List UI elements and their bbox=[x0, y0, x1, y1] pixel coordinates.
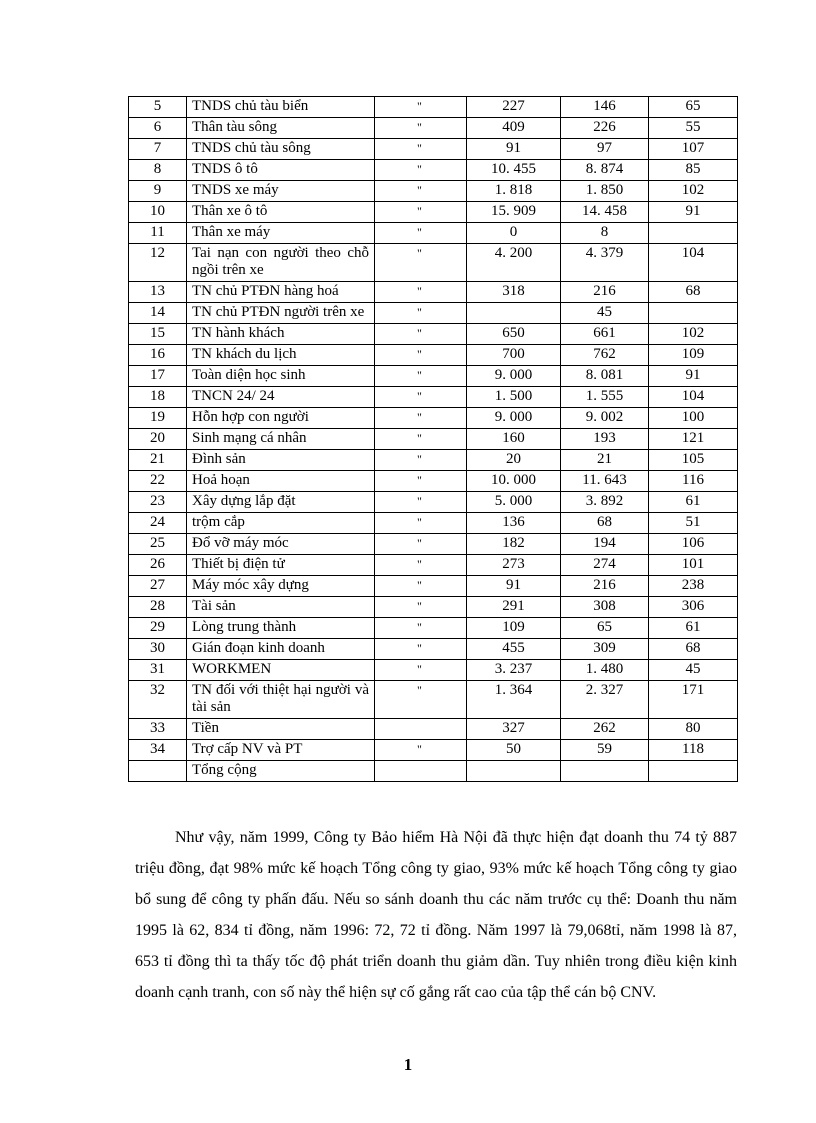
insurance-revenue-table bbox=[128, 96, 738, 782]
value-1-cell: 5. 000 bbox=[467, 492, 561, 513]
unit-cell: " bbox=[375, 345, 467, 366]
insurance-type-cell: TNCN 24/ 24 bbox=[187, 387, 375, 408]
row-number-cell: 9 bbox=[129, 181, 187, 202]
insurance-type-cell: Gián đoạn kinh doanh bbox=[187, 639, 375, 660]
value-1-cell: 109 bbox=[467, 618, 561, 639]
value-1-cell: 455 bbox=[467, 639, 561, 660]
value-1-cell: 650 bbox=[467, 324, 561, 345]
table-row bbox=[129, 639, 738, 660]
table-row bbox=[129, 534, 738, 555]
value-2-cell: 146 bbox=[561, 97, 649, 118]
unit-cell: " bbox=[375, 492, 467, 513]
unit-cell: " bbox=[375, 139, 467, 160]
insurance-type-cell: Thân xe máy bbox=[187, 223, 375, 244]
value-2-cell: 661 bbox=[561, 324, 649, 345]
percent-cell: 68 bbox=[649, 282, 738, 303]
insurance-type-cell: TN đối với thiệt hại người và tài sản bbox=[187, 681, 375, 719]
unit-cell: " bbox=[375, 387, 467, 408]
value-1-cell: 20 bbox=[467, 450, 561, 471]
insurance-type-cell: Tai nạn con người theo chỗ ngồi trên xe bbox=[187, 244, 375, 282]
value-2-cell: 226 bbox=[561, 118, 649, 139]
row-number-cell: 17 bbox=[129, 366, 187, 387]
unit-cell: " bbox=[375, 597, 467, 618]
row-number-cell: 33 bbox=[129, 719, 187, 740]
row-number-cell: 28 bbox=[129, 597, 187, 618]
insurance-type-cell: Sinh mạng cá nhân bbox=[187, 429, 375, 450]
percent-cell: 65 bbox=[649, 97, 738, 118]
unit-cell: " bbox=[375, 681, 467, 719]
insurance-type-cell: Tiền bbox=[187, 719, 375, 740]
value-1-cell: 136 bbox=[467, 513, 561, 534]
table-row bbox=[129, 719, 738, 740]
table-row bbox=[129, 244, 738, 282]
row-number-cell: 32 bbox=[129, 681, 187, 719]
table-row bbox=[129, 660, 738, 681]
row-number-cell: 10 bbox=[129, 202, 187, 223]
table-row bbox=[129, 761, 738, 782]
unit-cell: " bbox=[375, 429, 467, 450]
row-number-cell: 16 bbox=[129, 345, 187, 366]
unit-cell: " bbox=[375, 555, 467, 576]
percent-cell bbox=[649, 761, 738, 782]
insurance-type-cell: TN hành khách bbox=[187, 324, 375, 345]
value-1-cell: 160 bbox=[467, 429, 561, 450]
percent-cell: 171 bbox=[649, 681, 738, 719]
value-1-cell: 182 bbox=[467, 534, 561, 555]
insurance-type-cell: TNDS chủ tàu sông bbox=[187, 139, 375, 160]
table-row bbox=[129, 366, 738, 387]
percent-cell bbox=[649, 223, 738, 244]
value-2-cell: 309 bbox=[561, 639, 649, 660]
insurance-type-cell: Lòng trung thành bbox=[187, 618, 375, 639]
unit-cell: " bbox=[375, 408, 467, 429]
unit-cell: " bbox=[375, 160, 467, 181]
percent-cell: 45 bbox=[649, 660, 738, 681]
table-row bbox=[129, 345, 738, 366]
table-row bbox=[129, 139, 738, 160]
value-1-cell: 91 bbox=[467, 139, 561, 160]
row-number-cell: 25 bbox=[129, 534, 187, 555]
unit-cell bbox=[375, 719, 467, 740]
row-number-cell: 18 bbox=[129, 387, 187, 408]
value-1-cell: 1. 818 bbox=[467, 181, 561, 202]
unit-cell: " bbox=[375, 324, 467, 345]
table-row bbox=[129, 303, 738, 324]
value-1-cell: 15. 909 bbox=[467, 202, 561, 223]
value-1-cell: 1. 364 bbox=[467, 681, 561, 719]
unit-cell: " bbox=[375, 244, 467, 282]
table-row bbox=[129, 97, 738, 118]
unit-cell: " bbox=[375, 576, 467, 597]
insurance-type-cell: TN chủ PTĐN hàng hoá bbox=[187, 282, 375, 303]
insurance-type-cell: trộm cắp bbox=[187, 513, 375, 534]
insurance-type-cell: TNDS xe máy bbox=[187, 181, 375, 202]
table-row bbox=[129, 429, 738, 450]
value-1-cell: 4. 200 bbox=[467, 244, 561, 282]
percent-cell: 118 bbox=[649, 740, 738, 761]
value-1-cell: 1. 500 bbox=[467, 387, 561, 408]
insurance-type-cell: Thân xe ô tô bbox=[187, 202, 375, 223]
percent-cell: 107 bbox=[649, 139, 738, 160]
table-row bbox=[129, 740, 738, 761]
insurance-type-cell: TN khách du lịch bbox=[187, 345, 375, 366]
percent-cell: 91 bbox=[649, 202, 738, 223]
insurance-type-cell: Thân tàu sông bbox=[187, 118, 375, 139]
value-1-cell bbox=[467, 761, 561, 782]
unit-cell: " bbox=[375, 282, 467, 303]
table-row bbox=[129, 223, 738, 244]
row-number-cell: 29 bbox=[129, 618, 187, 639]
insurance-type-cell: Trợ cấp NV và PT bbox=[187, 740, 375, 761]
row-number-cell: 30 bbox=[129, 639, 187, 660]
value-1-cell: 409 bbox=[467, 118, 561, 139]
percent-cell: 106 bbox=[649, 534, 738, 555]
value-2-cell: 1. 555 bbox=[561, 387, 649, 408]
percent-cell: 100 bbox=[649, 408, 738, 429]
body-paragraph: Như vậy, năm 1999, Công ty Bảo hiểm Hà Nội đã thực hiện đạt doanh thu 74 tỷ 887 triệu đồng, đạt 98% mức kế hoạch Tổng công ty giao, 93% mức kế hoạch Tổng công ty giao bổ sung để công ty phấn đấu. Nếu so sánh doanh thu các năm trước cụ thể: Doanh thu năm 1995 là 62, 834 tỉ đồng, năm 1996: 72, 72 tỉ đồng. Năm 1997 là 79,068tỉ, năm 1998 là 87, 653 tỉ đồng thì ta thấy tốc độ phát triển doanh thu giảm dần. Tuy nhiên trong điều kiện kinh doanh cạnh tranh, con số này thể hiện sự cố gắng rất cao của tập thể cán bộ CNV. bbox=[135, 829, 737, 1001]
table-row bbox=[129, 202, 738, 223]
row-number-cell: 24 bbox=[129, 513, 187, 534]
percent-cell: 61 bbox=[649, 492, 738, 513]
value-1-cell: 318 bbox=[467, 282, 561, 303]
percent-cell: 101 bbox=[649, 555, 738, 576]
value-1-cell: 227 bbox=[467, 97, 561, 118]
value-2-cell bbox=[561, 761, 649, 782]
value-2-cell: 1. 850 bbox=[561, 181, 649, 202]
insurance-type-cell: Máy móc xây dựng bbox=[187, 576, 375, 597]
row-number-cell: 12 bbox=[129, 244, 187, 282]
value-2-cell: 216 bbox=[561, 576, 649, 597]
value-2-cell: 3. 892 bbox=[561, 492, 649, 513]
value-2-cell: 45 bbox=[561, 303, 649, 324]
table-body bbox=[129, 97, 738, 782]
percent-cell: 80 bbox=[649, 719, 738, 740]
insurance-type-cell: Toàn diện học sinh bbox=[187, 366, 375, 387]
value-2-cell: 4. 379 bbox=[561, 244, 649, 282]
row-number-cell: 19 bbox=[129, 408, 187, 429]
percent-cell: 51 bbox=[649, 513, 738, 534]
value-1-cell: 3. 237 bbox=[467, 660, 561, 681]
value-1-cell: 327 bbox=[467, 719, 561, 740]
value-2-cell: 193 bbox=[561, 429, 649, 450]
value-1-cell: 9. 000 bbox=[467, 408, 561, 429]
unit-cell: " bbox=[375, 450, 467, 471]
unit-cell bbox=[375, 761, 467, 782]
row-number-cell: 8 bbox=[129, 160, 187, 181]
percent-cell: 306 bbox=[649, 597, 738, 618]
unit-cell: " bbox=[375, 513, 467, 534]
value-2-cell: 68 bbox=[561, 513, 649, 534]
insurance-type-cell: Xây dựng lắp đặt bbox=[187, 492, 375, 513]
table-row bbox=[129, 576, 738, 597]
table-row bbox=[129, 450, 738, 471]
value-2-cell: 2. 327 bbox=[561, 681, 649, 719]
value-2-cell: 762 bbox=[561, 345, 649, 366]
row-number-cell: 20 bbox=[129, 429, 187, 450]
row-number-cell: 22 bbox=[129, 471, 187, 492]
row-number-cell bbox=[129, 761, 187, 782]
value-1-cell: 10. 000 bbox=[467, 471, 561, 492]
row-number-cell: 7 bbox=[129, 139, 187, 160]
row-number-cell: 14 bbox=[129, 303, 187, 324]
value-1-cell: 700 bbox=[467, 345, 561, 366]
percent-cell: 105 bbox=[649, 450, 738, 471]
insurance-type-cell: TNDS ô tô bbox=[187, 160, 375, 181]
percent-cell: 68 bbox=[649, 639, 738, 660]
unit-cell: " bbox=[375, 471, 467, 492]
value-2-cell: 11. 643 bbox=[561, 471, 649, 492]
value-2-cell: 8. 874 bbox=[561, 160, 649, 181]
value-2-cell: 8 bbox=[561, 223, 649, 244]
insurance-type-cell: Tổng cộng bbox=[187, 761, 375, 782]
value-2-cell: 262 bbox=[561, 719, 649, 740]
unit-cell: " bbox=[375, 366, 467, 387]
insurance-type-cell: WORKMEN bbox=[187, 660, 375, 681]
percent-cell: 102 bbox=[649, 181, 738, 202]
table-row bbox=[129, 118, 738, 139]
value-1-cell: 0 bbox=[467, 223, 561, 244]
percent-cell: 121 bbox=[649, 429, 738, 450]
table-row bbox=[129, 681, 738, 719]
row-number-cell: 5 bbox=[129, 97, 187, 118]
table-row bbox=[129, 160, 738, 181]
value-2-cell: 8. 081 bbox=[561, 366, 649, 387]
percent-cell: 109 bbox=[649, 345, 738, 366]
percent-cell: 61 bbox=[649, 618, 738, 639]
value-2-cell: 1. 480 bbox=[561, 660, 649, 681]
table-row bbox=[129, 387, 738, 408]
percent-cell: 104 bbox=[649, 387, 738, 408]
unit-cell: " bbox=[375, 181, 467, 202]
row-number-cell: 11 bbox=[129, 223, 187, 244]
value-2-cell: 194 bbox=[561, 534, 649, 555]
row-number-cell: 23 bbox=[129, 492, 187, 513]
row-number-cell: 21 bbox=[129, 450, 187, 471]
unit-cell: " bbox=[375, 618, 467, 639]
insurance-type-cell: Tài sản bbox=[187, 597, 375, 618]
percent-cell: 102 bbox=[649, 324, 738, 345]
row-number-cell: 26 bbox=[129, 555, 187, 576]
insurance-type-cell: Thiết bị điện tử bbox=[187, 555, 375, 576]
table-row bbox=[129, 324, 738, 345]
insurance-type-cell: TN chủ PTĐN người trên xe bbox=[187, 303, 375, 324]
value-1-cell: 50 bbox=[467, 740, 561, 761]
table-row bbox=[129, 597, 738, 618]
unit-cell: " bbox=[375, 303, 467, 324]
value-1-cell: 273 bbox=[467, 555, 561, 576]
table-row bbox=[129, 181, 738, 202]
unit-cell: " bbox=[375, 660, 467, 681]
row-number-cell: 6 bbox=[129, 118, 187, 139]
insurance-type-cell: Đình sản bbox=[187, 450, 375, 471]
value-2-cell: 59 bbox=[561, 740, 649, 761]
insurance-type-cell: Hoả hoạn bbox=[187, 471, 375, 492]
unit-cell: " bbox=[375, 534, 467, 555]
insurance-type-cell: Đổ vỡ máy móc bbox=[187, 534, 375, 555]
unit-cell: " bbox=[375, 118, 467, 139]
value-1-cell: 9. 000 bbox=[467, 366, 561, 387]
table-row bbox=[129, 555, 738, 576]
table-row bbox=[129, 618, 738, 639]
percent-cell: 116 bbox=[649, 471, 738, 492]
row-number-cell: 31 bbox=[129, 660, 187, 681]
percent-cell: 91 bbox=[649, 366, 738, 387]
page-number: 1 bbox=[403, 1055, 413, 1074]
unit-cell: " bbox=[375, 202, 467, 223]
table-row bbox=[129, 492, 738, 513]
row-number-cell: 13 bbox=[129, 282, 187, 303]
value-2-cell: 216 bbox=[561, 282, 649, 303]
table-row bbox=[129, 513, 738, 534]
unit-cell: " bbox=[375, 639, 467, 660]
value-1-cell: 10. 455 bbox=[467, 160, 561, 181]
value-1-cell: 291 bbox=[467, 597, 561, 618]
unit-cell: " bbox=[375, 97, 467, 118]
percent-cell: 104 bbox=[649, 244, 738, 282]
value-2-cell: 274 bbox=[561, 555, 649, 576]
value-2-cell: 21 bbox=[561, 450, 649, 471]
insurance-type-cell: TNDS chủ tàu biển bbox=[187, 97, 375, 118]
table-row bbox=[129, 408, 738, 429]
value-1-cell: 91 bbox=[467, 576, 561, 597]
value-2-cell: 65 bbox=[561, 618, 649, 639]
percent-cell: 85 bbox=[649, 160, 738, 181]
value-2-cell: 97 bbox=[561, 139, 649, 160]
percent-cell: 55 bbox=[649, 118, 738, 139]
row-number-cell: 15 bbox=[129, 324, 187, 345]
table-row bbox=[129, 282, 738, 303]
unit-cell: " bbox=[375, 740, 467, 761]
unit-cell: " bbox=[375, 223, 467, 244]
insurance-type-cell: Hỗn hợp con người bbox=[187, 408, 375, 429]
percent-cell bbox=[649, 303, 738, 324]
value-2-cell: 308 bbox=[561, 597, 649, 618]
row-number-cell: 34 bbox=[129, 740, 187, 761]
value-1-cell bbox=[467, 303, 561, 324]
value-2-cell: 9. 002 bbox=[561, 408, 649, 429]
row-number-cell: 27 bbox=[129, 576, 187, 597]
value-2-cell: 14. 458 bbox=[561, 202, 649, 223]
percent-cell: 238 bbox=[649, 576, 738, 597]
table-row bbox=[129, 471, 738, 492]
